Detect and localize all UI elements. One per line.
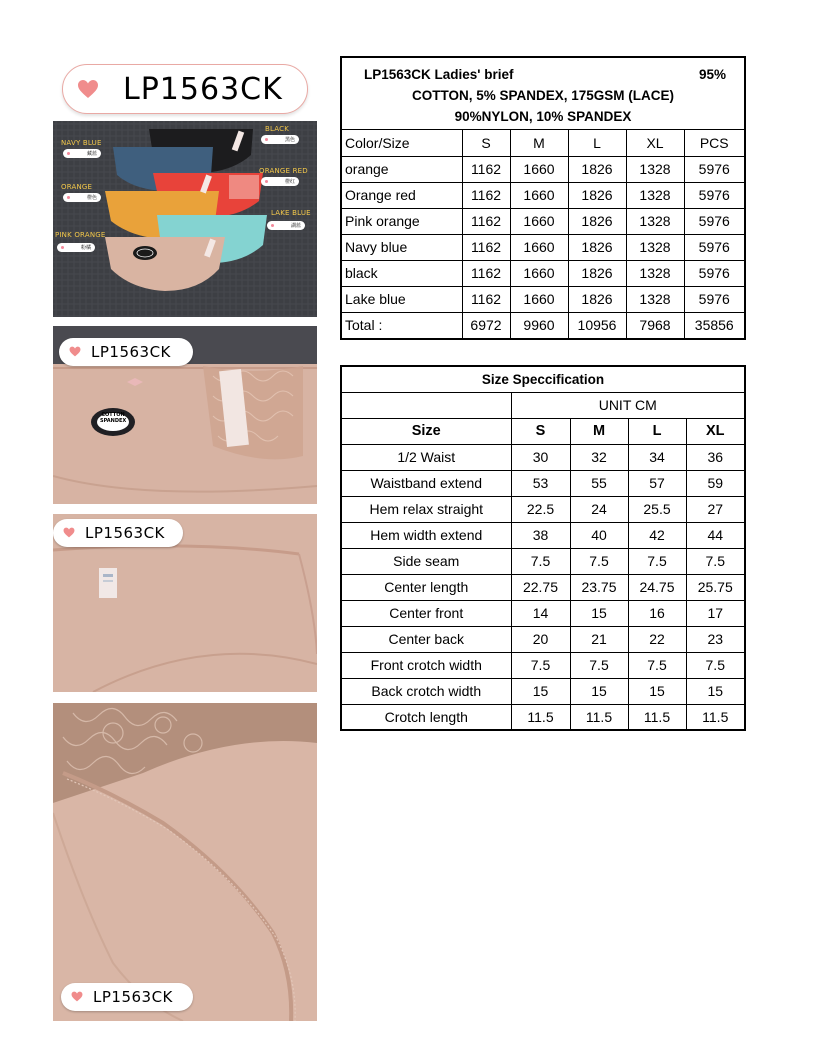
measurement-value-cell: 7.5 — [570, 652, 628, 678]
measurement-value-cell: 11.5 — [511, 704, 570, 730]
value-cell: 1328 — [626, 260, 684, 286]
measurement-value-cell: 38 — [511, 522, 570, 548]
measurement-value-cell: 7.5 — [511, 548, 570, 574]
value-cell: 1660 — [510, 182, 568, 208]
quantity-total-row — [342, 312, 744, 338]
size-header-cell: XL — [686, 418, 745, 444]
quantity-grid — [342, 130, 744, 338]
measurement-value-cell: 57 — [628, 470, 686, 496]
quantity-table-header — [342, 58, 744, 130]
value-cell: 10956 — [568, 312, 626, 338]
measurement-value-cell: 27 — [686, 496, 745, 522]
value-cell: 1162 — [462, 260, 510, 286]
measurement-label-cell: Hem relax straight — [341, 496, 511, 522]
size-header-cell: Size — [341, 418, 511, 444]
measurement-value-cell: 59 — [686, 470, 745, 496]
value-cell: 5976 — [684, 182, 744, 208]
heart-icon — [77, 78, 99, 100]
value-cell: 5976 — [684, 156, 744, 182]
value-cell: 1826 — [568, 182, 626, 208]
measurement-value-cell: 55 — [570, 470, 628, 496]
size-row — [341, 704, 745, 730]
lace-detail-photo — [53, 703, 317, 1021]
value-cell: 1826 — [568, 286, 626, 312]
value-cell: 1660 — [510, 156, 568, 182]
value-cell: 1328 — [626, 156, 684, 182]
composition-main: COTTON, 5% SPANDEX, 175GSM (LACE) — [411, 88, 675, 103]
color-label-orange-red: ORANGE RED — [259, 167, 308, 175]
measurement-value-cell: 44 — [686, 522, 745, 548]
row-label-cell: Color/Size — [342, 130, 462, 156]
size-row — [341, 626, 745, 652]
chip-label: LP1563CK — [85, 524, 165, 542]
value-cell: 5976 — [684, 234, 744, 260]
product-code-chip-1 — [59, 338, 193, 366]
color-tag-orange-red: 橙红 — [261, 177, 299, 186]
heart-icon — [71, 991, 83, 1003]
value-cell: 1328 — [626, 286, 684, 312]
measurement-value-cell: 34 — [628, 444, 686, 470]
value-cell: 1162 — [462, 208, 510, 234]
measurement-label-cell: Side seam — [341, 548, 511, 574]
value-cell: 5976 — [684, 208, 744, 234]
chip-label: LP1563CK — [93, 988, 173, 1006]
color-label-orange: ORANGE — [61, 183, 93, 191]
measurement-value-cell: 32 — [570, 444, 628, 470]
value-cell: 1826 — [568, 156, 626, 182]
measurement-value-cell: 20 — [511, 626, 570, 652]
measurement-label-cell: Center back — [341, 626, 511, 652]
value-cell: 1660 — [510, 260, 568, 286]
measurement-value-cell: 36 — [686, 444, 745, 470]
measurement-value-cell: 25.5 — [628, 496, 686, 522]
value-cell: S — [462, 130, 510, 156]
product-description: LP1563CK Ladies' brief — [364, 67, 514, 82]
color-tag-navy: 藏蓝 — [63, 149, 101, 158]
row-label-cell: Total : — [342, 312, 462, 338]
size-row — [341, 574, 745, 600]
value-cell: 1826 — [568, 234, 626, 260]
quantity-table — [340, 56, 746, 340]
size-row — [341, 522, 745, 548]
value-cell: PCS — [684, 130, 744, 156]
measurement-value-cell: 11.5 — [570, 704, 628, 730]
measurement-label-cell: Hem width extend — [341, 522, 511, 548]
measurement-value-cell: 16 — [628, 600, 686, 626]
measurement-value-cell: 7.5 — [570, 548, 628, 574]
value-cell: 5976 — [684, 260, 744, 286]
value-cell: 1328 — [626, 208, 684, 234]
measurement-value-cell: 53 — [511, 470, 570, 496]
quantity-row — [342, 286, 744, 312]
measurement-value-cell: 22.75 — [511, 574, 570, 600]
value-cell: 7968 — [626, 312, 684, 338]
unit-label: UNIT CM — [511, 392, 745, 418]
measurement-value-cell: 22 — [628, 626, 686, 652]
front-view-photo — [53, 326, 317, 504]
measurement-value-cell: 42 — [628, 522, 686, 548]
value-cell: 1328 — [626, 182, 684, 208]
size-row — [341, 548, 745, 574]
color-tag-orange: 橙色 — [63, 193, 101, 202]
row-label-cell: Navy blue — [342, 234, 462, 260]
size-specification-table — [340, 365, 746, 731]
measurement-value-cell: 23 — [686, 626, 745, 652]
measurement-value-cell: 7.5 — [686, 548, 745, 574]
color-tag-black: 黑色 — [261, 135, 299, 144]
color-tag-lake-blue: 湖蓝 — [267, 221, 305, 230]
value-cell: 1826 — [568, 208, 626, 234]
product-code-chip-2 — [53, 519, 183, 547]
measurement-value-cell: 22.5 — [511, 496, 570, 522]
measurement-value-cell: 15 — [570, 678, 628, 704]
value-cell: 1162 — [462, 156, 510, 182]
size-row — [341, 444, 745, 470]
size-row — [341, 496, 745, 522]
value-cell: 1162 — [462, 182, 510, 208]
quantity-row — [342, 156, 744, 182]
value-cell: L — [568, 130, 626, 156]
quantity-row — [342, 208, 744, 234]
measurement-label-cell: Waistband extend — [341, 470, 511, 496]
value-cell: M — [510, 130, 568, 156]
measurement-label-cell: 1/2 Waist — [341, 444, 511, 470]
quantity-row — [342, 260, 744, 286]
measurement-value-cell: 17 — [686, 600, 745, 626]
value-cell: 1826 — [568, 260, 626, 286]
color-assortment-photo — [53, 121, 317, 317]
size-row — [341, 470, 745, 496]
measurement-value-cell: 21 — [570, 626, 628, 652]
measurement-label-cell: Front crotch width — [341, 652, 511, 678]
composition-lace: 90%NYLON, 10% SPANDEX — [454, 109, 632, 124]
value-cell: 35856 — [684, 312, 744, 338]
measurement-value-cell: 24.75 — [628, 574, 686, 600]
row-label-cell: orange — [342, 156, 462, 182]
heart-icon — [69, 346, 81, 358]
size-row — [341, 652, 745, 678]
measurement-label-cell: Center front — [341, 600, 511, 626]
measurement-value-cell: 23.75 — [570, 574, 628, 600]
measurement-value-cell: 15 — [628, 678, 686, 704]
row-label-cell: black — [342, 260, 462, 286]
product-title-pill — [62, 64, 308, 114]
quantity-header-row — [342, 130, 744, 156]
measurement-label-cell: Center length — [341, 574, 511, 600]
chip-label: LP1563CK — [91, 343, 171, 361]
cotton-spandex-badge: COTTON SPANDEX — [100, 412, 127, 424]
size-header-cell: M — [570, 418, 628, 444]
measurement-value-cell: 14 — [511, 600, 570, 626]
measurement-value-cell: 15 — [570, 600, 628, 626]
quantity-row — [342, 234, 744, 260]
measurement-value-cell: 7.5 — [686, 652, 745, 678]
size-row — [341, 678, 745, 704]
measurement-label-cell: Crotch length — [341, 704, 511, 730]
measurement-value-cell: 24 — [570, 496, 628, 522]
quantity-row — [342, 182, 744, 208]
product-title: LP1563CK — [123, 71, 283, 107]
value-cell: 1660 — [510, 208, 568, 234]
value-cell: 9960 — [510, 312, 568, 338]
blank-cell — [341, 392, 511, 418]
measurement-value-cell: 7.5 — [628, 548, 686, 574]
measurement-value-cell: 15 — [686, 678, 745, 704]
size-row — [341, 600, 745, 626]
color-tag-pink-orange: 粉橘 — [57, 243, 95, 252]
color-label-black: BLACK — [265, 125, 290, 133]
color-label-lake-blue: LAKE BLUE — [271, 209, 311, 217]
value-cell: 1162 — [462, 234, 510, 260]
color-label-navy: NAVY BLUE — [61, 139, 102, 147]
measurement-value-cell: 7.5 — [511, 652, 570, 678]
row-label-cell: Orange red — [342, 182, 462, 208]
measurement-value-cell: 11.5 — [628, 704, 686, 730]
value-cell: 5976 — [684, 286, 744, 312]
measurement-value-cell: 25.75 — [686, 574, 745, 600]
row-label-cell: Lake blue — [342, 286, 462, 312]
measurement-value-cell: 15 — [511, 678, 570, 704]
measurement-value-cell: 40 — [570, 522, 628, 548]
measurement-value-cell: 30 — [511, 444, 570, 470]
value-cell: 6972 — [462, 312, 510, 338]
value-cell: 1660 — [510, 234, 568, 260]
size-header-cell: L — [628, 418, 686, 444]
row-label-cell: Pink orange — [342, 208, 462, 234]
size-table-title: Size Speccification — [341, 366, 745, 392]
value-cell: 1162 — [462, 286, 510, 312]
size-header-cell: S — [511, 418, 570, 444]
measurement-value-cell: 7.5 — [628, 652, 686, 678]
value-cell: 1328 — [626, 234, 684, 260]
composition-percent: 95% — [698, 67, 726, 82]
measurement-value-cell: 11.5 — [686, 704, 745, 730]
value-cell: 1660 — [510, 286, 568, 312]
heart-icon — [63, 527, 75, 539]
size-header-row — [341, 418, 745, 444]
measurement-label-cell: Back crotch width — [341, 678, 511, 704]
color-label-pink-orange: PINK ORANGE — [55, 231, 106, 239]
product-code-chip-3 — [61, 983, 193, 1011]
value-cell: XL — [626, 130, 684, 156]
back-view-photo — [53, 514, 317, 692]
